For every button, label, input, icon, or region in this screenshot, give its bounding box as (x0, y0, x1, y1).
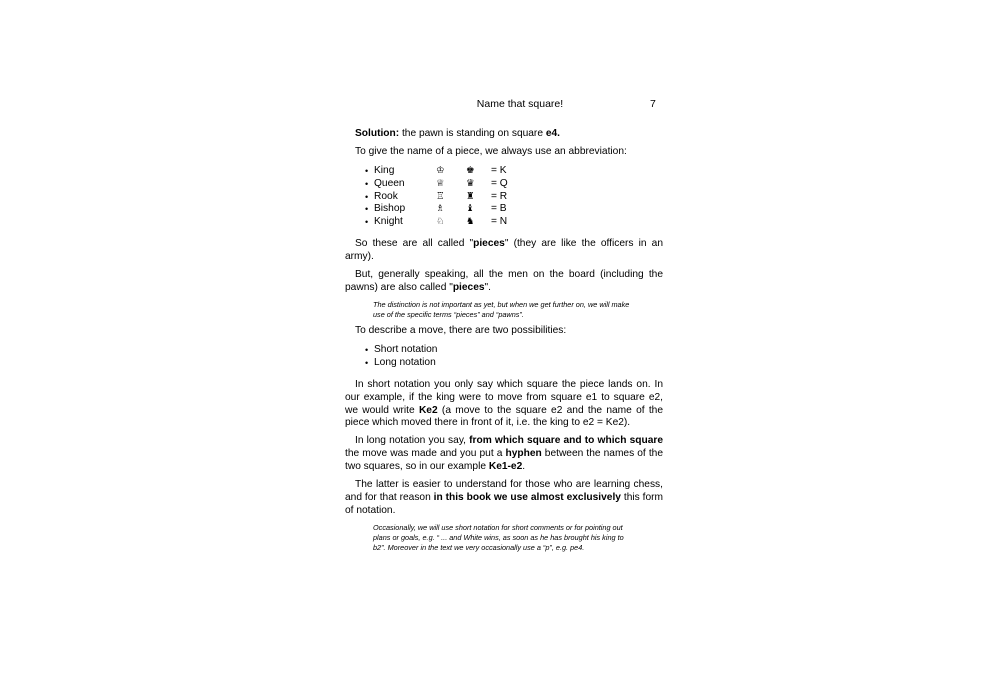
bullet-icon: • (365, 204, 369, 215)
solution-square: e4. (545, 128, 560, 139)
white-queen-icon: ♕ (436, 177, 445, 189)
long-notation-paragraph: In long notation you say, from which square and to which square the move was made and you put a hyphen between the names of the two squares, so in our example Ke1-e2. (345, 435, 663, 473)
abbreviation-intro: To give the name of a piece, we always use an abbreviation: (355, 145, 627, 157)
list-item: • Knight ♘ ♞ = N (365, 216, 508, 228)
bullet-icon: • (365, 344, 369, 355)
list-item: • Queen ♕ ♛ = Q (365, 177, 508, 189)
latter-paragraph: The latter is easier to understand for those who are learning chess, and for that reason in this book we use almost exclusively this form of notation. (345, 479, 663, 516)
white-knight-icon: ♘ (436, 216, 445, 228)
note-distinction: The distinction is not important as yet, but when we get further on, we will make use of the specific terms “pieces” and “pawns”. (373, 299, 630, 319)
pieces-paragraph: So these are all called "pieces" (they are like the officers in an army). (345, 238, 664, 263)
page-body (345, 128, 663, 553)
bullet-icon: • (365, 178, 369, 189)
solution-paragraph: Solution: the pawn is standing on square e4. (355, 128, 560, 139)
black-queen-icon: ♛ (466, 177, 475, 189)
white-bishop-icon: ♗ (436, 203, 445, 215)
note-short-notation: Occasionally, we will use short notation for short comments or for pointing out plans or goals, e.g. “ ... and White wins, as soon as he has brought his king to b2”. Moreover in the text we very occasionally use a “p”, e.g. pe4. (373, 522, 624, 553)
white-rook-icon: ♖ (436, 190, 445, 202)
bullet-icon: • (365, 191, 369, 202)
list-item: • Long notation (365, 356, 436, 368)
white-king-icon: ♔ (436, 164, 445, 176)
black-rook-icon: ♜ (466, 190, 475, 202)
running-header: Name that square! (476, 98, 564, 110)
all-men-paragraph: But, generally speaking, all the men on the board (including the pawns) are also called "pieces". (345, 269, 663, 293)
bullet-icon: • (365, 165, 369, 176)
list-item: • Bishop ♗ ♝ = B (365, 203, 507, 215)
notation-list (365, 344, 663, 370)
black-bishop-icon: ♝ (466, 203, 475, 215)
solution-label: Solution: (355, 128, 400, 139)
bullet-icon: • (365, 357, 369, 368)
list-item: • Rook ♖ ♜ = R (365, 190, 508, 202)
list-item: • King ♔ ♚ = K (365, 164, 507, 176)
describe-move-paragraph: To describe a move, there are two possibilities: (355, 325, 567, 337)
list-item: • Short notation (365, 343, 438, 355)
piece-list (365, 165, 663, 229)
black-king-icon: ♚ (466, 164, 475, 176)
short-notation-paragraph: In short notation you only say which square the piece lands on. In our example, if the king were to move from square e1 to square e2, we would write Ke2 (a move to the square e2 and the name of the piece which moved there in front of it, i.e. the king to e2 = Ke2). (345, 378, 663, 429)
black-knight-icon: ♞ (466, 216, 475, 228)
bullet-icon: • (365, 217, 369, 228)
page-number: 7 (650, 98, 656, 110)
